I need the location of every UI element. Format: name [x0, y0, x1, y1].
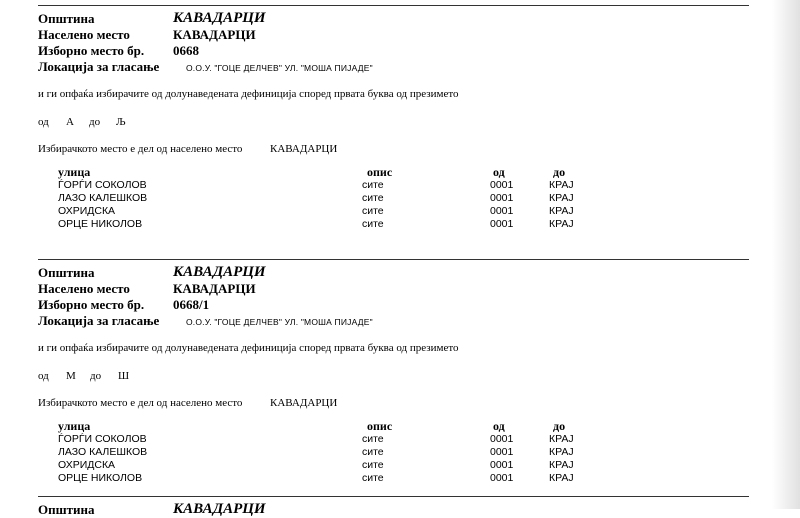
table-cell-desc: сите [362, 205, 384, 217]
polling-station-value: 0668/1 [173, 297, 210, 312]
table-cell-desc: сите [362, 472, 384, 484]
location-label: Локација за гласање [38, 59, 160, 74]
range-to-letter: Ш [118, 370, 130, 382]
column-header-from: од [493, 165, 505, 179]
column-header-desc: опис [367, 165, 393, 179]
polling-station-value: 0668 [173, 43, 199, 58]
range-from-letter: А [66, 116, 74, 128]
range-from-letter: М [66, 370, 76, 382]
municipality-label: Општина [38, 502, 95, 517]
settlement-value: КАВАДАРЦИ [173, 281, 256, 296]
column-header-street: улица [58, 165, 91, 179]
table-cell-to: КРАЈ [549, 179, 574, 191]
column-header-to: до [553, 165, 566, 179]
table-cell-to: КРАЈ [549, 472, 574, 484]
part-of-text: Избирачкото место е дел од населено место [38, 397, 243, 409]
settlement-value: КАВАДАРЦИ [173, 27, 256, 42]
column-header-from: од [493, 419, 505, 433]
range-to-word: до [89, 116, 101, 128]
table-cell-from: 0001 [490, 218, 514, 230]
municipality-value: КАВАДАРЦИ [173, 10, 266, 26]
range-from-word: од [38, 370, 49, 382]
polling-station-label: Изборно место бр. [38, 43, 145, 58]
table-cell-desc: сите [362, 446, 384, 458]
table-cell-street: ЃОРЃИ СОКОЛОВ [58, 433, 147, 445]
table-cell-desc: сите [362, 192, 384, 204]
table-cell-from: 0001 [490, 446, 514, 458]
column-header-to: до [553, 419, 566, 433]
table-cell-from: 0001 [490, 472, 514, 484]
table-cell-desc: сите [362, 218, 384, 230]
table-cell-desc: сите [362, 179, 384, 191]
range-to-word: до [90, 370, 102, 382]
municipality-value: КАВАДАРЦИ [173, 501, 266, 517]
table-cell-desc: сите [362, 459, 384, 471]
table-cell-from: 0001 [490, 205, 514, 217]
page-edge-shadow [772, 0, 800, 509]
table-cell-street: ОРЦЕ НИКОЛОВ [58, 218, 143, 230]
municipality-label: Општина [38, 11, 95, 26]
table-cell-desc: сите [362, 433, 384, 445]
part-of-text: Избирачкото место е дел од населено место [38, 143, 243, 155]
location-label: Локација за гласање [38, 313, 160, 328]
section-divider [38, 5, 749, 6]
section-divider [38, 259, 749, 260]
table-cell-street: ЛАЗО КАЛЕШКОВ [58, 446, 148, 458]
table-cell-to: КРАЈ [549, 218, 574, 230]
table-cell-street: ЛАЗО КАЛЕШКОВ [58, 192, 148, 204]
table-cell-to: КРАЈ [549, 446, 574, 458]
table-cell-street: ЃОРЃИ СОКОЛОВ [58, 179, 147, 191]
location-value: О.О.У. "ГОЦЕ ДЕЛЧЕВ" УЛ. "МОША ПИЈАДЕ" [186, 317, 373, 327]
table-cell-to: КРАЈ [549, 433, 574, 445]
table-cell-from: 0001 [490, 192, 514, 204]
table-cell-to: КРАЈ [549, 459, 574, 471]
part-of-value: КАВАДАРЦИ [270, 397, 338, 409]
coverage-text: и ги опфаќа избирачите од долунаведената дефиниција според првата буква од презимето [38, 88, 459, 100]
settlement-label: Населено место [38, 281, 130, 296]
municipality-value: КАВАДАРЦИ [173, 264, 266, 280]
part-of-value: КАВАДАРЦИ [270, 143, 338, 155]
table-cell-to: КРАЈ [549, 205, 574, 217]
range-to-letter: Љ [116, 116, 126, 128]
table-cell-from: 0001 [490, 459, 514, 471]
coverage-text: и ги опфаќа избирачите од долунаведената дефиниција според првата буква од презимето [38, 342, 459, 354]
location-value: О.О.У. "ГОЦЕ ДЕЛЧЕВ" УЛ. "МОША ПИЈАДЕ" [186, 63, 373, 73]
table-cell-street: ОХРИДСКА [58, 459, 116, 471]
settlement-label: Населено место [38, 27, 130, 42]
table-cell-street: ОХРИДСКА [58, 205, 116, 217]
table-cell-from: 0001 [490, 433, 514, 445]
municipality-label: Општина [38, 265, 95, 280]
column-header-desc: опис [367, 419, 393, 433]
range-from-word: од [38, 116, 49, 128]
column-header-street: улица [58, 419, 91, 433]
table-cell-from: 0001 [490, 179, 514, 191]
table-cell-street: ОРЦЕ НИКОЛОВ [58, 472, 143, 484]
section-divider [38, 496, 749, 497]
polling-station-label: Изборно место бр. [38, 297, 145, 312]
table-cell-to: КРАЈ [549, 192, 574, 204]
